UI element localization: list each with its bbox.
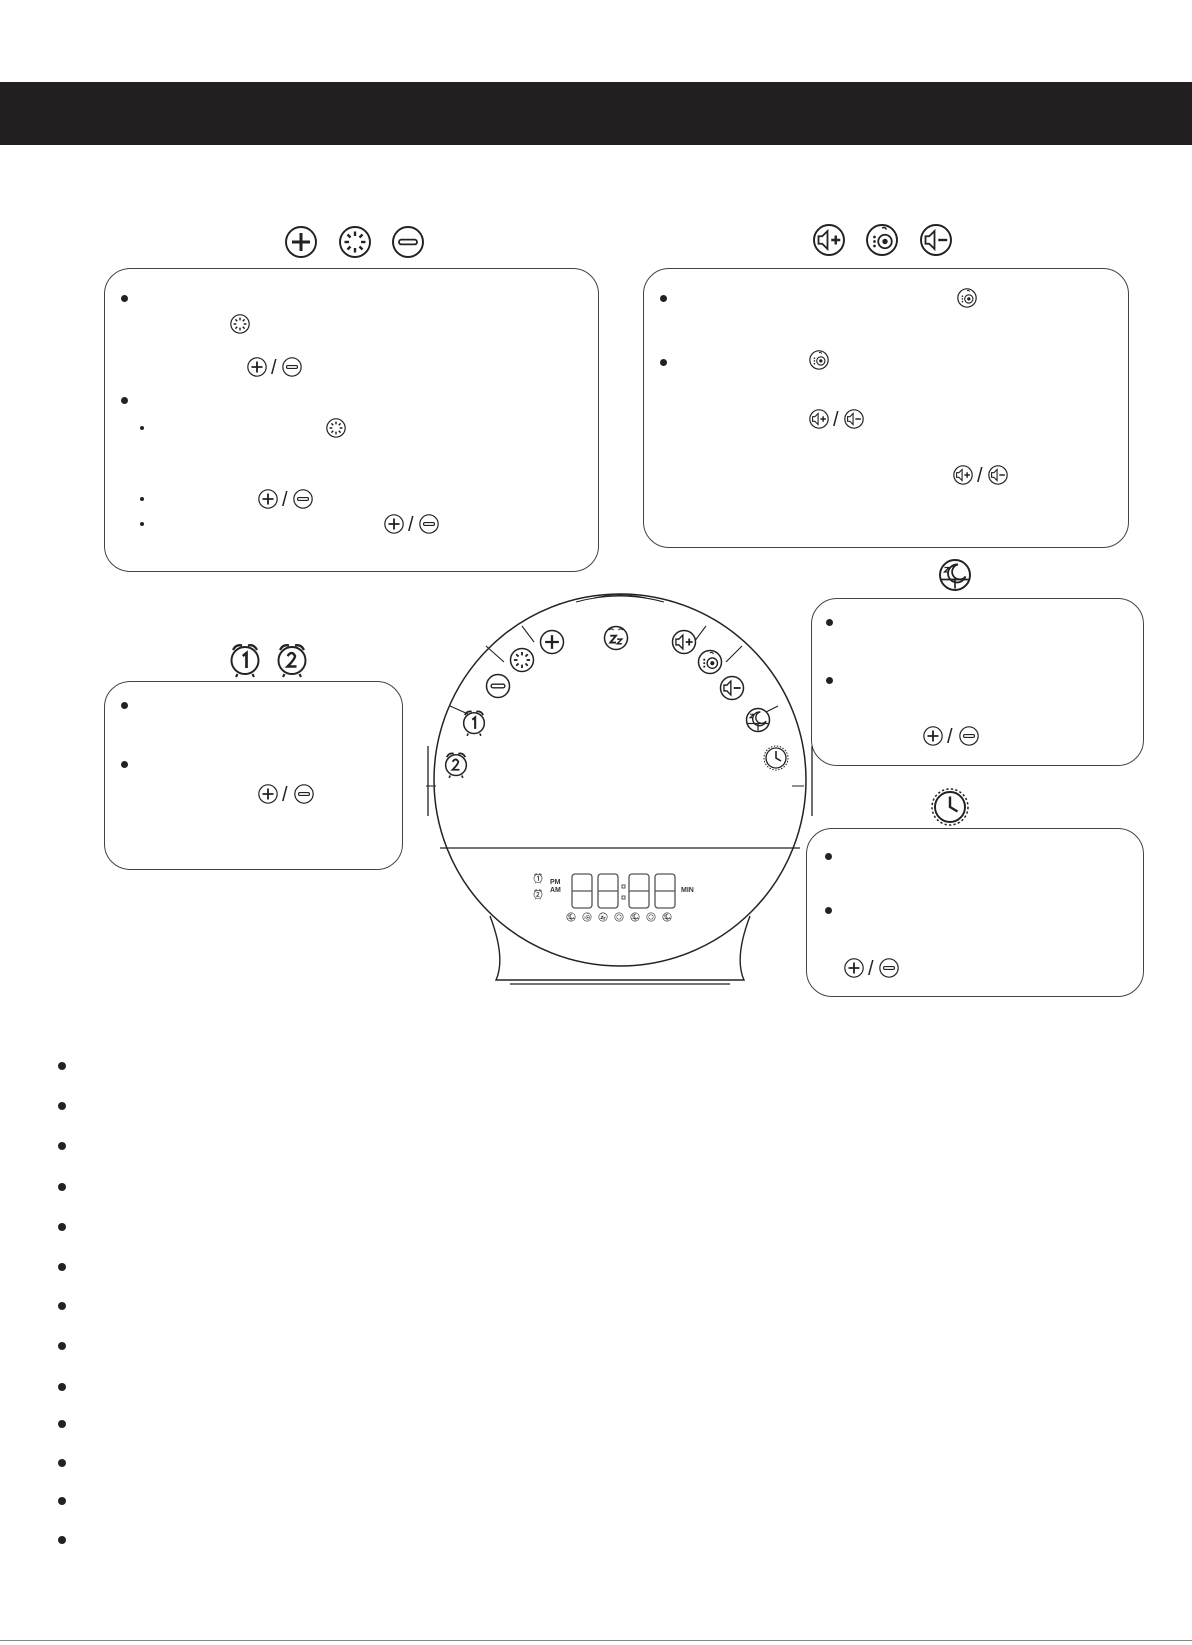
list-bullet — [58, 1302, 66, 1310]
minus-circle-icon — [418, 513, 440, 535]
sleep-instructions-panel — [811, 598, 1144, 766]
alarm-instructions-panel — [104, 681, 403, 870]
minus-circle-icon — [293, 783, 315, 805]
list-bullet — [58, 1062, 66, 1070]
volume-instructions-panel — [643, 268, 1129, 548]
bottom-rule — [0, 1640, 1192, 1641]
alarm-1-icon — [227, 641, 263, 677]
light-dial-icon — [325, 417, 347, 439]
alarm-clock-device — [426, 586, 814, 990]
bullet — [121, 761, 128, 768]
sub-bullet — [140, 522, 144, 526]
light-dial-icon — [337, 224, 373, 260]
plus-circle-icon — [283, 224, 319, 260]
header-bar — [0, 82, 1192, 145]
bullet — [660, 295, 667, 302]
bullet — [825, 853, 832, 860]
plus-circle-icon — [257, 488, 279, 510]
list-bullet — [58, 1263, 66, 1271]
sound-select-icon — [956, 287, 978, 309]
sub-bullet — [140, 497, 144, 501]
plus-circle-icon — [246, 356, 268, 378]
volume-down-icon — [918, 222, 954, 258]
minus-circle-icon — [281, 356, 303, 378]
bullet — [660, 359, 667, 366]
plus-circle-icon — [383, 513, 405, 535]
separator: / — [977, 465, 983, 487]
list-bullet — [58, 1459, 66, 1467]
list-bullet — [58, 1536, 66, 1544]
bullet — [121, 295, 128, 302]
volume-up-icon — [811, 222, 847, 258]
separator: / — [282, 784, 288, 806]
volume-down-icon — [987, 464, 1009, 486]
list-bullet — [58, 1420, 66, 1428]
sound-select-icon — [864, 222, 900, 258]
bullet — [121, 397, 128, 404]
sub-bullet — [140, 426, 144, 430]
clock-instructions-panel — [806, 828, 1144, 997]
minus-circle-icon — [878, 957, 900, 979]
plus-circle-icon — [922, 725, 944, 747]
minus-circle-icon — [292, 488, 314, 510]
separator: / — [868, 958, 874, 980]
am-indicator: AM — [550, 887, 561, 894]
light-instructions-panel — [104, 268, 599, 572]
separator: / — [282, 489, 288, 511]
list-bullet — [58, 1342, 66, 1350]
list-bullet — [58, 1223, 66, 1231]
alarm-2-icon — [274, 641, 310, 677]
list-bullet — [58, 1102, 66, 1110]
plus-circle-icon — [843, 957, 865, 979]
min-indicator: MIN — [681, 887, 694, 894]
volume-up-icon — [808, 408, 830, 430]
separator: / — [947, 726, 953, 748]
separator: / — [408, 514, 414, 536]
list-bullet — [58, 1142, 66, 1150]
volume-down-icon — [843, 408, 865, 430]
separator: / — [271, 357, 277, 379]
plus-circle-icon — [257, 783, 279, 805]
bullet — [826, 619, 833, 626]
light-dial-icon — [229, 313, 251, 335]
bullet — [121, 702, 128, 709]
list-bullet — [58, 1497, 66, 1505]
bullet — [826, 677, 833, 684]
sound-select-icon — [808, 349, 830, 371]
volume-up-icon — [952, 464, 974, 486]
separator: / — [833, 409, 839, 431]
minus-circle-icon — [958, 725, 980, 747]
list-bullet — [58, 1183, 66, 1191]
sleep-mode-icon — [937, 557, 973, 593]
pm-indicator: PM — [550, 879, 561, 886]
bullet — [825, 907, 832, 914]
minus-circle-icon — [390, 224, 426, 260]
clock-set-icon — [932, 789, 968, 825]
list-bullet — [58, 1383, 66, 1391]
